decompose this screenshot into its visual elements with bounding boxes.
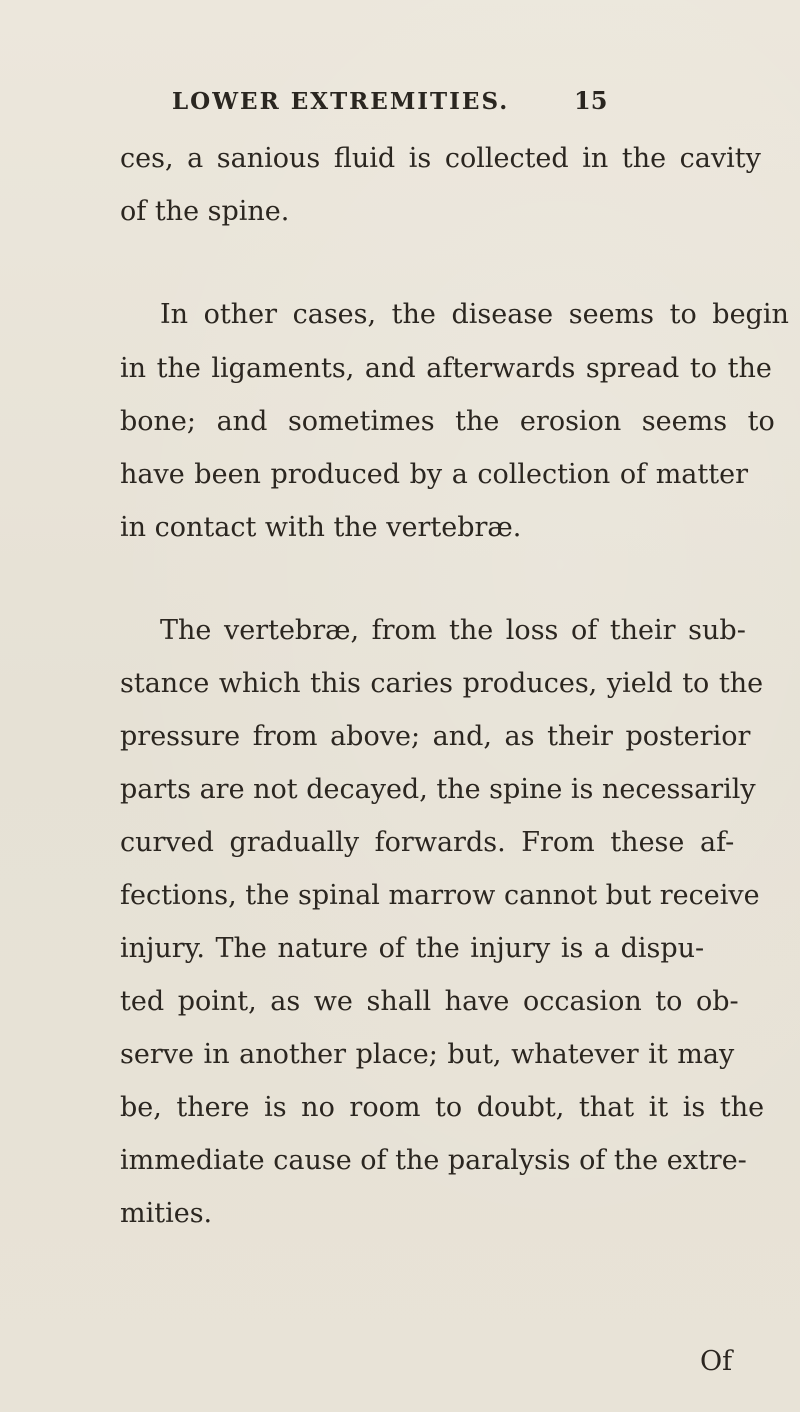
- text-line: stance which this caries produces, yield to the: [120, 668, 764, 699]
- text-line: ted point, as we shall have occasion to ob-: [120, 986, 739, 1017]
- text-line: be, there is no room to doubt, that it is the: [120, 1092, 765, 1123]
- text-line: pressure from above; and, as their posterior: [120, 721, 751, 752]
- text-line: mities.: [120, 1198, 213, 1229]
- running-header: [172, 86, 608, 128]
- text-line: of the spine.: [120, 196, 290, 227]
- text-line: in contact with the vertebræ.: [120, 512, 522, 543]
- text-line: curved gradually forwards. From these af-: [120, 827, 735, 858]
- text-line: immediate cause of the paralysis of the extre-: [120, 1145, 747, 1176]
- running-title: LOWER EXTREMITIES.: [172, 88, 510, 115]
- text-line: serve in another place; but, whatever it may: [120, 1039, 735, 1070]
- page-number: 15: [574, 86, 608, 115]
- text-line: in the ligaments, and afterwards spread to the: [120, 353, 772, 384]
- paragraph-first-line: In other cases, the disease seems to begin: [160, 299, 789, 330]
- text-line: injury. The nature of the injury is a dispu-: [120, 933, 705, 964]
- text-line: have been produced by a collection of matter: [120, 459, 748, 490]
- text-line: bone; and sometimes the erosion seems to: [120, 406, 775, 437]
- paragraph-first-line: The vertebræ, from the loss of their sub-: [160, 615, 746, 646]
- catchword: Of: [700, 1346, 733, 1377]
- text-line: ces, a sanious fluid is collected in the cavity: [120, 143, 761, 174]
- text-line: fections, the spinal marrow cannot but receive: [120, 880, 760, 911]
- text-line: parts are not decayed, the spine is necessarily: [120, 774, 756, 805]
